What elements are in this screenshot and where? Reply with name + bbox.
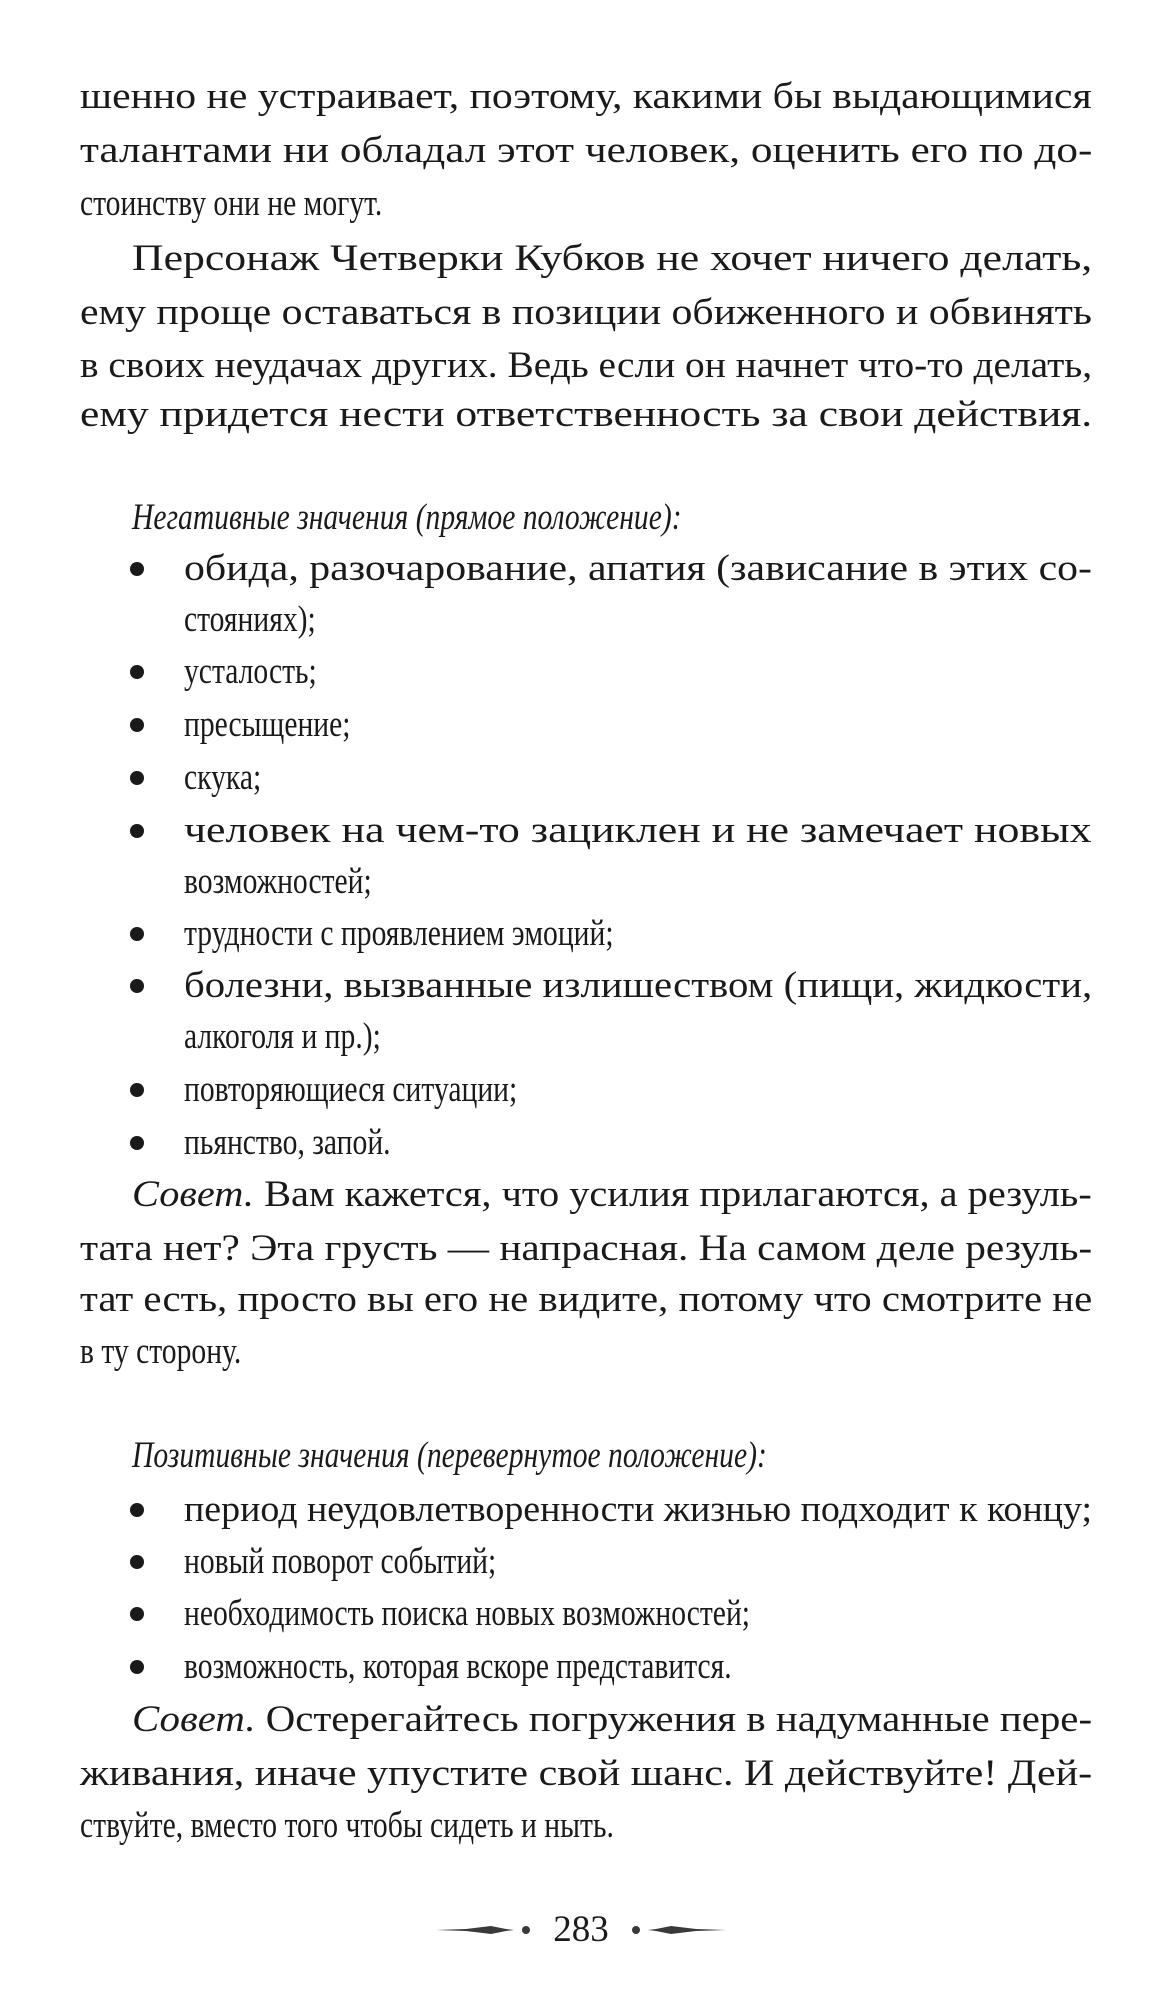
page-footer — [0, 1905, 1162, 1955]
list-item: новый поворот событий; — [184, 1541, 497, 1582]
text-line: в ту сторону. — [80, 1331, 242, 1372]
bullet-icon — [130, 1083, 144, 1097]
list-item: скука; — [184, 757, 262, 798]
list-item: пьянство, запой. — [184, 1122, 391, 1163]
text-line: Совет. Остерегайтесь погружения в надуманные пере- — [132, 1699, 1093, 1740]
bullet-icon — [130, 718, 144, 732]
text-line: тата нет? Эта грусть — напрасная. На самом деле резуль- — [80, 1228, 1093, 1269]
bullet-icon — [130, 1136, 144, 1150]
list-item-continuation: возможностей; — [184, 861, 372, 902]
list-item: период неудовлетворенности жизнью подходит к концу; — [184, 1489, 1093, 1530]
advice-label: Совет. — [132, 1699, 256, 1740]
bullet-icon — [130, 979, 144, 993]
bullet-icon — [130, 1503, 144, 1517]
list-item: необходимость поиска новых возможностей; — [184, 1593, 751, 1634]
bullet-icon — [130, 1607, 144, 1621]
list-item-continuation: алкоголя и пр.); — [184, 1016, 381, 1057]
list-item: человек на чем-то зациклен и не замечает новых — [184, 810, 1092, 851]
text-line: Совет. Вам кажется, что усилия прилагаются, а резуль- — [132, 1174, 1092, 1215]
bullet-icon — [130, 562, 144, 576]
section-heading-positive: Позитивные значения (перевернутое положение): — [132, 1435, 767, 1476]
text-line: в своих неудачах других. Ведь если он начнет что-то делать, — [80, 345, 1093, 386]
text-line: талантами ни обладал этот человек, оценить его по до- — [80, 130, 1093, 171]
text-line: тат есть, просто вы его не видите, потому что смотрите не — [80, 1279, 1093, 1320]
page-number: 283 — [553, 1909, 609, 1950]
list-item: обида, разочарование, апатия (зависание в этих со- — [184, 548, 1092, 589]
list-item: усталость; — [184, 651, 317, 692]
list-item: повторяющиеся ситуации; — [184, 1069, 518, 1110]
text-line: шенно не устраивает, поэтому, какими бы выдающимися — [80, 76, 1092, 117]
list-item: возможность, которая вскоре представится. — [184, 1646, 732, 1687]
flourish-left-icon — [436, 1923, 531, 1937]
list-item: пресыщение; — [184, 704, 351, 745]
text-line: ствуйте, вместо того чтобы сидеть и ныть. — [80, 1805, 614, 1846]
advice-label: Совет. — [132, 1174, 255, 1215]
text-line: стоинству они не могут. — [80, 183, 383, 224]
text-line: ему придется нести ответственность за свои действия. — [80, 394, 1093, 435]
bullet-icon — [130, 824, 144, 838]
bullet-icon — [130, 771, 144, 785]
bullet-icon — [130, 665, 144, 679]
list-item-continuation: стояниях); — [184, 599, 316, 640]
bullet-icon — [130, 1555, 144, 1569]
text-line: живания, иначе упустите свой шанс. И действуйте! Дей- — [80, 1753, 1093, 1794]
section-heading-negative: Негативные значения (прямое положение): — [132, 497, 682, 538]
text-line: Персонаж Четверки Кубков не хочет ничего делать, — [132, 238, 1093, 279]
bullet-icon — [130, 1660, 144, 1674]
list-item: болезни, вызванные излишеством (пищи, жидкости, — [184, 965, 1093, 1006]
bullet-icon — [130, 927, 144, 941]
flourish-right-icon — [631, 1923, 726, 1937]
text-line: ему проще оставаться в позиции обиженного и обвинять — [80, 292, 1092, 333]
list-item: трудности с проявлением эмоций; — [184, 913, 614, 954]
